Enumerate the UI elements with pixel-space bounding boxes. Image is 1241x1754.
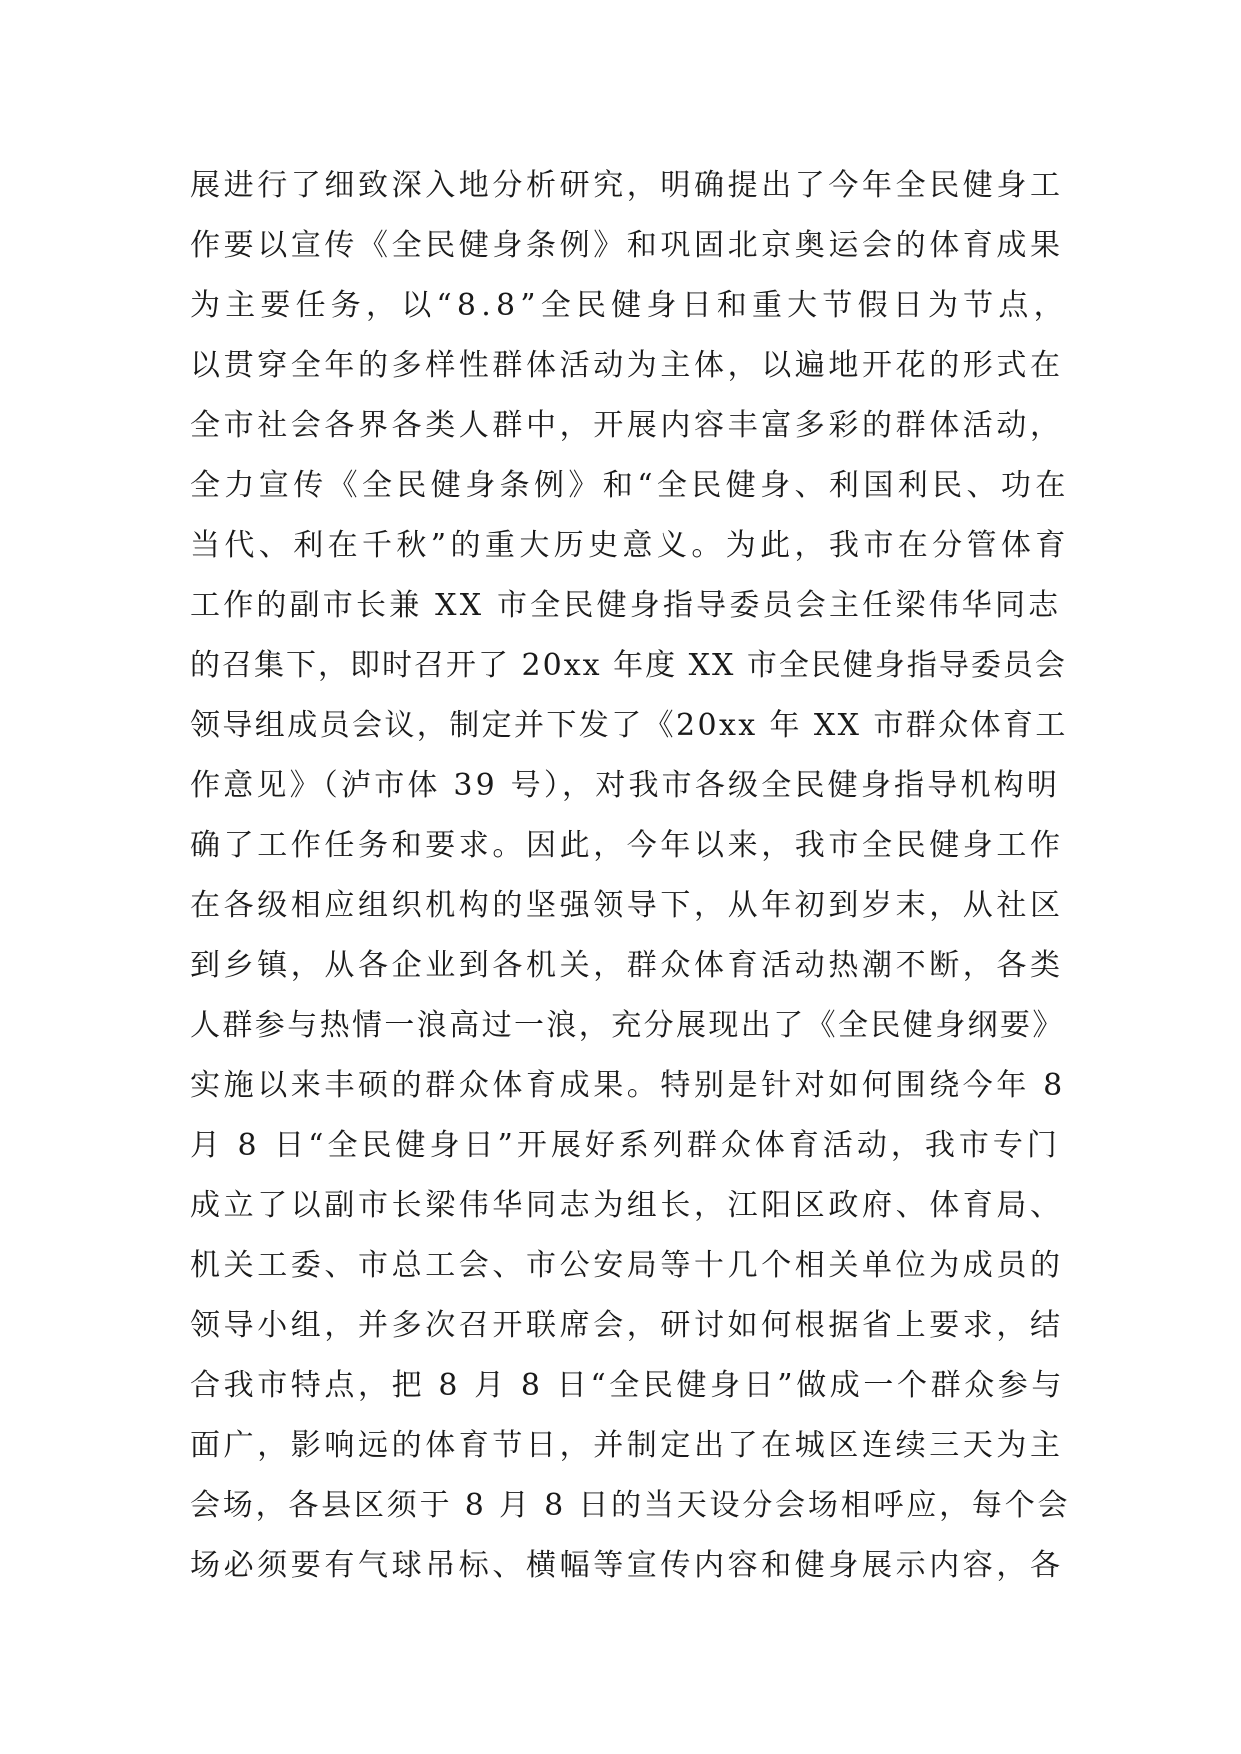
- text-line: 以贯穿全年的多样性群体活动为主体，以遍地开花的形式在: [190, 348, 1064, 383]
- text-line: 面广，影响远的体育节日，并制定出了在城区连续三天为主: [190, 1428, 1064, 1463]
- body-text: [190, 156, 1070, 1596]
- text-line: 展进行了细致深入地分析研究，明确提出了今年全民健身工: [190, 168, 1064, 203]
- text-line: 到乡镇，从各企业到各机关，群众体育活动热潮不断，各类: [190, 948, 1064, 983]
- text-line: 全力宣传《全民健身条例》和“全民健身、利国利民、功在: [190, 468, 1070, 503]
- text-line: 在各级相应组织机构的坚强领导下，从年初到岁末，从社区: [190, 888, 1064, 923]
- text-line: 工作的副市长兼 XX 市全民健身指导委员会主任梁伟华同志: [190, 588, 1062, 623]
- text-line: 当代、利在千秋”的重大历史意义。为此，我市在分管体育: [190, 528, 1070, 563]
- text-line: 全市社会各界各类人群中，开展内容丰富多彩的群体活动，: [190, 408, 1064, 443]
- text-line: 场必须要有气球吊标、横幅等宣传内容和健身展示内容，各: [190, 1548, 1064, 1583]
- text-line: 合我市特点，把 8 月 8 日“全民健身日”做成一个群众参与: [190, 1368, 1065, 1403]
- text-line: 领导组成员会议，制定并下发了《20xx 年 XX 市群众体育工: [190, 708, 1068, 743]
- text-line: 领导小组，并多次召开联席会，研讨如何根据省上要求，结: [190, 1308, 1064, 1343]
- text-line: 会场，各县区须于 8 月 8 日的当天设分会场相呼应，每个会: [190, 1488, 1071, 1523]
- text-line: 成立了以副市长梁伟华同志为组长，江阳区政府、体育局、: [190, 1188, 1064, 1223]
- text-line: 作要以宣传《全民健身条例》和巩固北京奥运会的体育成果: [190, 228, 1064, 263]
- text-line: 实施以来丰硕的群众体育成果。特别是针对如何围绕今年 8: [190, 1068, 1066, 1103]
- text-line: 机关工委、市总工会、市公安局等十几个相关单位为成员的: [190, 1248, 1064, 1283]
- text-line: 确了工作任务和要求。因此，今年以来，我市全民健身工作: [190, 828, 1064, 863]
- text-line: 为主要任务，以“8.8”全民健身日和重大节假日为节点，: [190, 288, 1069, 323]
- text-line: 作意见》（泸市体 39 号），对我市各级全民健身指导机构明: [190, 768, 1061, 803]
- text-line: 的召集下，即时召开了 20xx 年度 XX 市全民健身指导委员会: [190, 648, 1067, 683]
- text-line: 人群参与热情一浪高过一浪，充分展现出了《全民健身纲要》: [190, 1008, 1065, 1043]
- text-line: 月 8 日“全民健身日”开展好系列群众体育活动，我市专门: [190, 1128, 1061, 1163]
